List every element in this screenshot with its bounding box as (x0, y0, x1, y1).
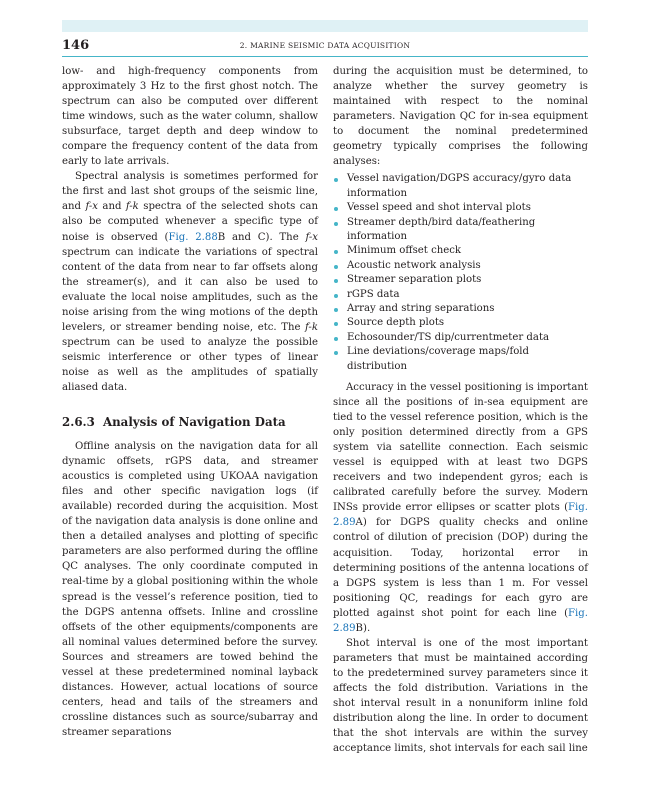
section-title: Analysis of Navigation Data (102, 415, 286, 430)
list-item-text: Vessel navigation/DGPS accuracy/gyro data information (347, 173, 572, 199)
bullet-dot (334, 265, 338, 269)
bullet-dot (334, 222, 338, 226)
list-item (333, 316, 588, 330)
paragraph-acquisition-geometry: during the acquisition must be determined, to analyze whether the survey geometry is maintained with respect to the nominal parameters. Navigation QC for in-sea equipment to document the nominal predetermined geometry typically comprises the following analyses: (333, 66, 588, 168)
math-fk: f-k (305, 321, 318, 333)
list-item-text: Streamer separation plots (347, 274, 482, 286)
math-fk: f-k (125, 201, 139, 213)
bullet-dot (334, 308, 338, 312)
figure-link-2-88[interactable]: Fig. 2.88 (168, 231, 218, 243)
section-heading (62, 414, 318, 431)
math-fx: f-x (85, 201, 98, 213)
section-number: 2.6.3 (62, 415, 95, 430)
paragraph-frequency-components: low- and high-frequency components from approximately 3 Hz to the first ghost notch. The spectrum can also be computed over different time windows, such as the water column, shallow subsurface, target depth and deep window to compare the frequency content of the data from early to late arrivals. (62, 66, 318, 168)
list-item (333, 302, 588, 316)
left-column (62, 64, 318, 740)
list-item (333, 216, 588, 245)
page-header (62, 38, 588, 57)
text-run: B and C). The (217, 231, 306, 243)
text-run: A) for DGPS quality checks and online control of dilution of precision (DOP) during the acquisition. Today, horizontal error in determining positions of the antenna locations of a DGPS system is less than 1 m. For vessel positioning QC, readings for each gyro are plotted against shot point for each line ( (333, 517, 588, 619)
text-run: spectrum can be used to analyze the possible seismic interference or other types of linear noise as well as the amplitudes of spatially aliased data. (62, 336, 318, 393)
list-item (333, 259, 588, 273)
paragraph-shot-interval: Shot interval is one of the most important parameters that must be maintained according to the predetermined survey parameters since it affects the fold distribution. Variations in the shot interval result in a nonuniform inline fold distribution along the line. In order to document that the shot intervals are within the survey acceptance limits, shot intervals for each sail line (333, 637, 588, 755)
list-item-text: Line deviations/coverage maps/fold distribution (347, 346, 530, 372)
text-run: spectra of the selected shots can also be computed whenever a specific type of noise is observed ( (62, 201, 318, 243)
paragraph-offline-analysis: Offline analysis on the navigation data for all dynamic offsets, rGPS data, and streamer acoustics is completed using UKOAA navigation files and other specific navigation logs (if available) recorded during the acquisition. Most of the navigation data analysis is done online and then a detailed analyses and plotting of specific parameters are also performed during the offline QC analyses. The only coordinate computed in real-time by a global positioning within the whole spread is the vessel’s reference position, tied to the DGPS antenna offsets. Inline and crossline offsets of the other equipments/components are all nominal values determined before the survey. Sources and streamers are towed behind the vessel at these predetermined nominal layback distances. However, actual locations of source centers, head and tails of the streamers and crossline distances such as source/subarray and streamer separations (62, 441, 318, 738)
bullet-dot (334, 337, 338, 341)
list-item-text: Minimum offset check (347, 245, 462, 257)
list-item (333, 345, 588, 374)
bullet-dot (334, 207, 338, 211)
text-run: spectrum can indicate the variations of spectral content of the data from near to far offsets along the streamer(s), and it can also be used to evaluate the local noise amplitudes, such as the noise arising from the wing motions of the depth levelers, or streamer bending noise, etc. The (62, 246, 318, 333)
page-number: 146 (62, 38, 90, 53)
text-run: B). (355, 622, 371, 634)
text-run: and (98, 201, 126, 213)
paragraph-spectral-analysis (62, 169, 318, 395)
list-item-text: rGPS data (347, 288, 400, 300)
text-run: Spectral analysis is sometimes performed for the first and last shot groups of the seismic line, and (62, 171, 318, 213)
bullet-dot (334, 178, 338, 182)
list-item-text: Acoustic network analysis (347, 259, 481, 271)
running-head: 2. MARINE SEISMIC DATA ACQUISITION (239, 41, 411, 50)
text-run: Accuracy in the vessel positioning is important since all the positions of in-sea equipment are tied to the vessel reference position, which is the only position determined directly from a GPS system via satellite connection. Each seismic vessel is equipped with at least two DGPS receivers and two independent gyros; each is calibrated carefully before the survey. Modern INSs provide error ellipses or scatter plots ( (333, 382, 588, 514)
list-item-text: Streamer depth/bird data/feathering information (347, 216, 536, 242)
figure-link-2-89[interactable]: Fig. 2.89 (333, 502, 588, 529)
list-item (333, 244, 588, 258)
math-fx: f-x (305, 231, 318, 243)
bullet-dot (334, 279, 338, 283)
bullet-dot (334, 351, 338, 355)
list-item-text: Source depth plots (347, 317, 445, 329)
navigation-qc-list (333, 172, 588, 374)
list-item (333, 288, 588, 302)
list-item (333, 172, 588, 201)
bullet-dot (334, 322, 338, 326)
header-color-band (62, 20, 588, 32)
list-item (333, 201, 588, 215)
list-item-text: Array and string separations (347, 302, 495, 314)
bullet-dot (334, 250, 338, 254)
list-item-text: Vessel speed and shot interval plots (347, 202, 531, 214)
list-item-text: Echosounder/TS dip/currentmeter data (347, 331, 550, 343)
list-item (333, 331, 588, 345)
bullet-dot (334, 294, 338, 298)
right-column (333, 64, 588, 756)
paragraph-vessel-positioning (333, 380, 588, 636)
figure-link-2-89[interactable]: Fig. 2.89 (333, 607, 588, 634)
list-item (333, 273, 588, 287)
